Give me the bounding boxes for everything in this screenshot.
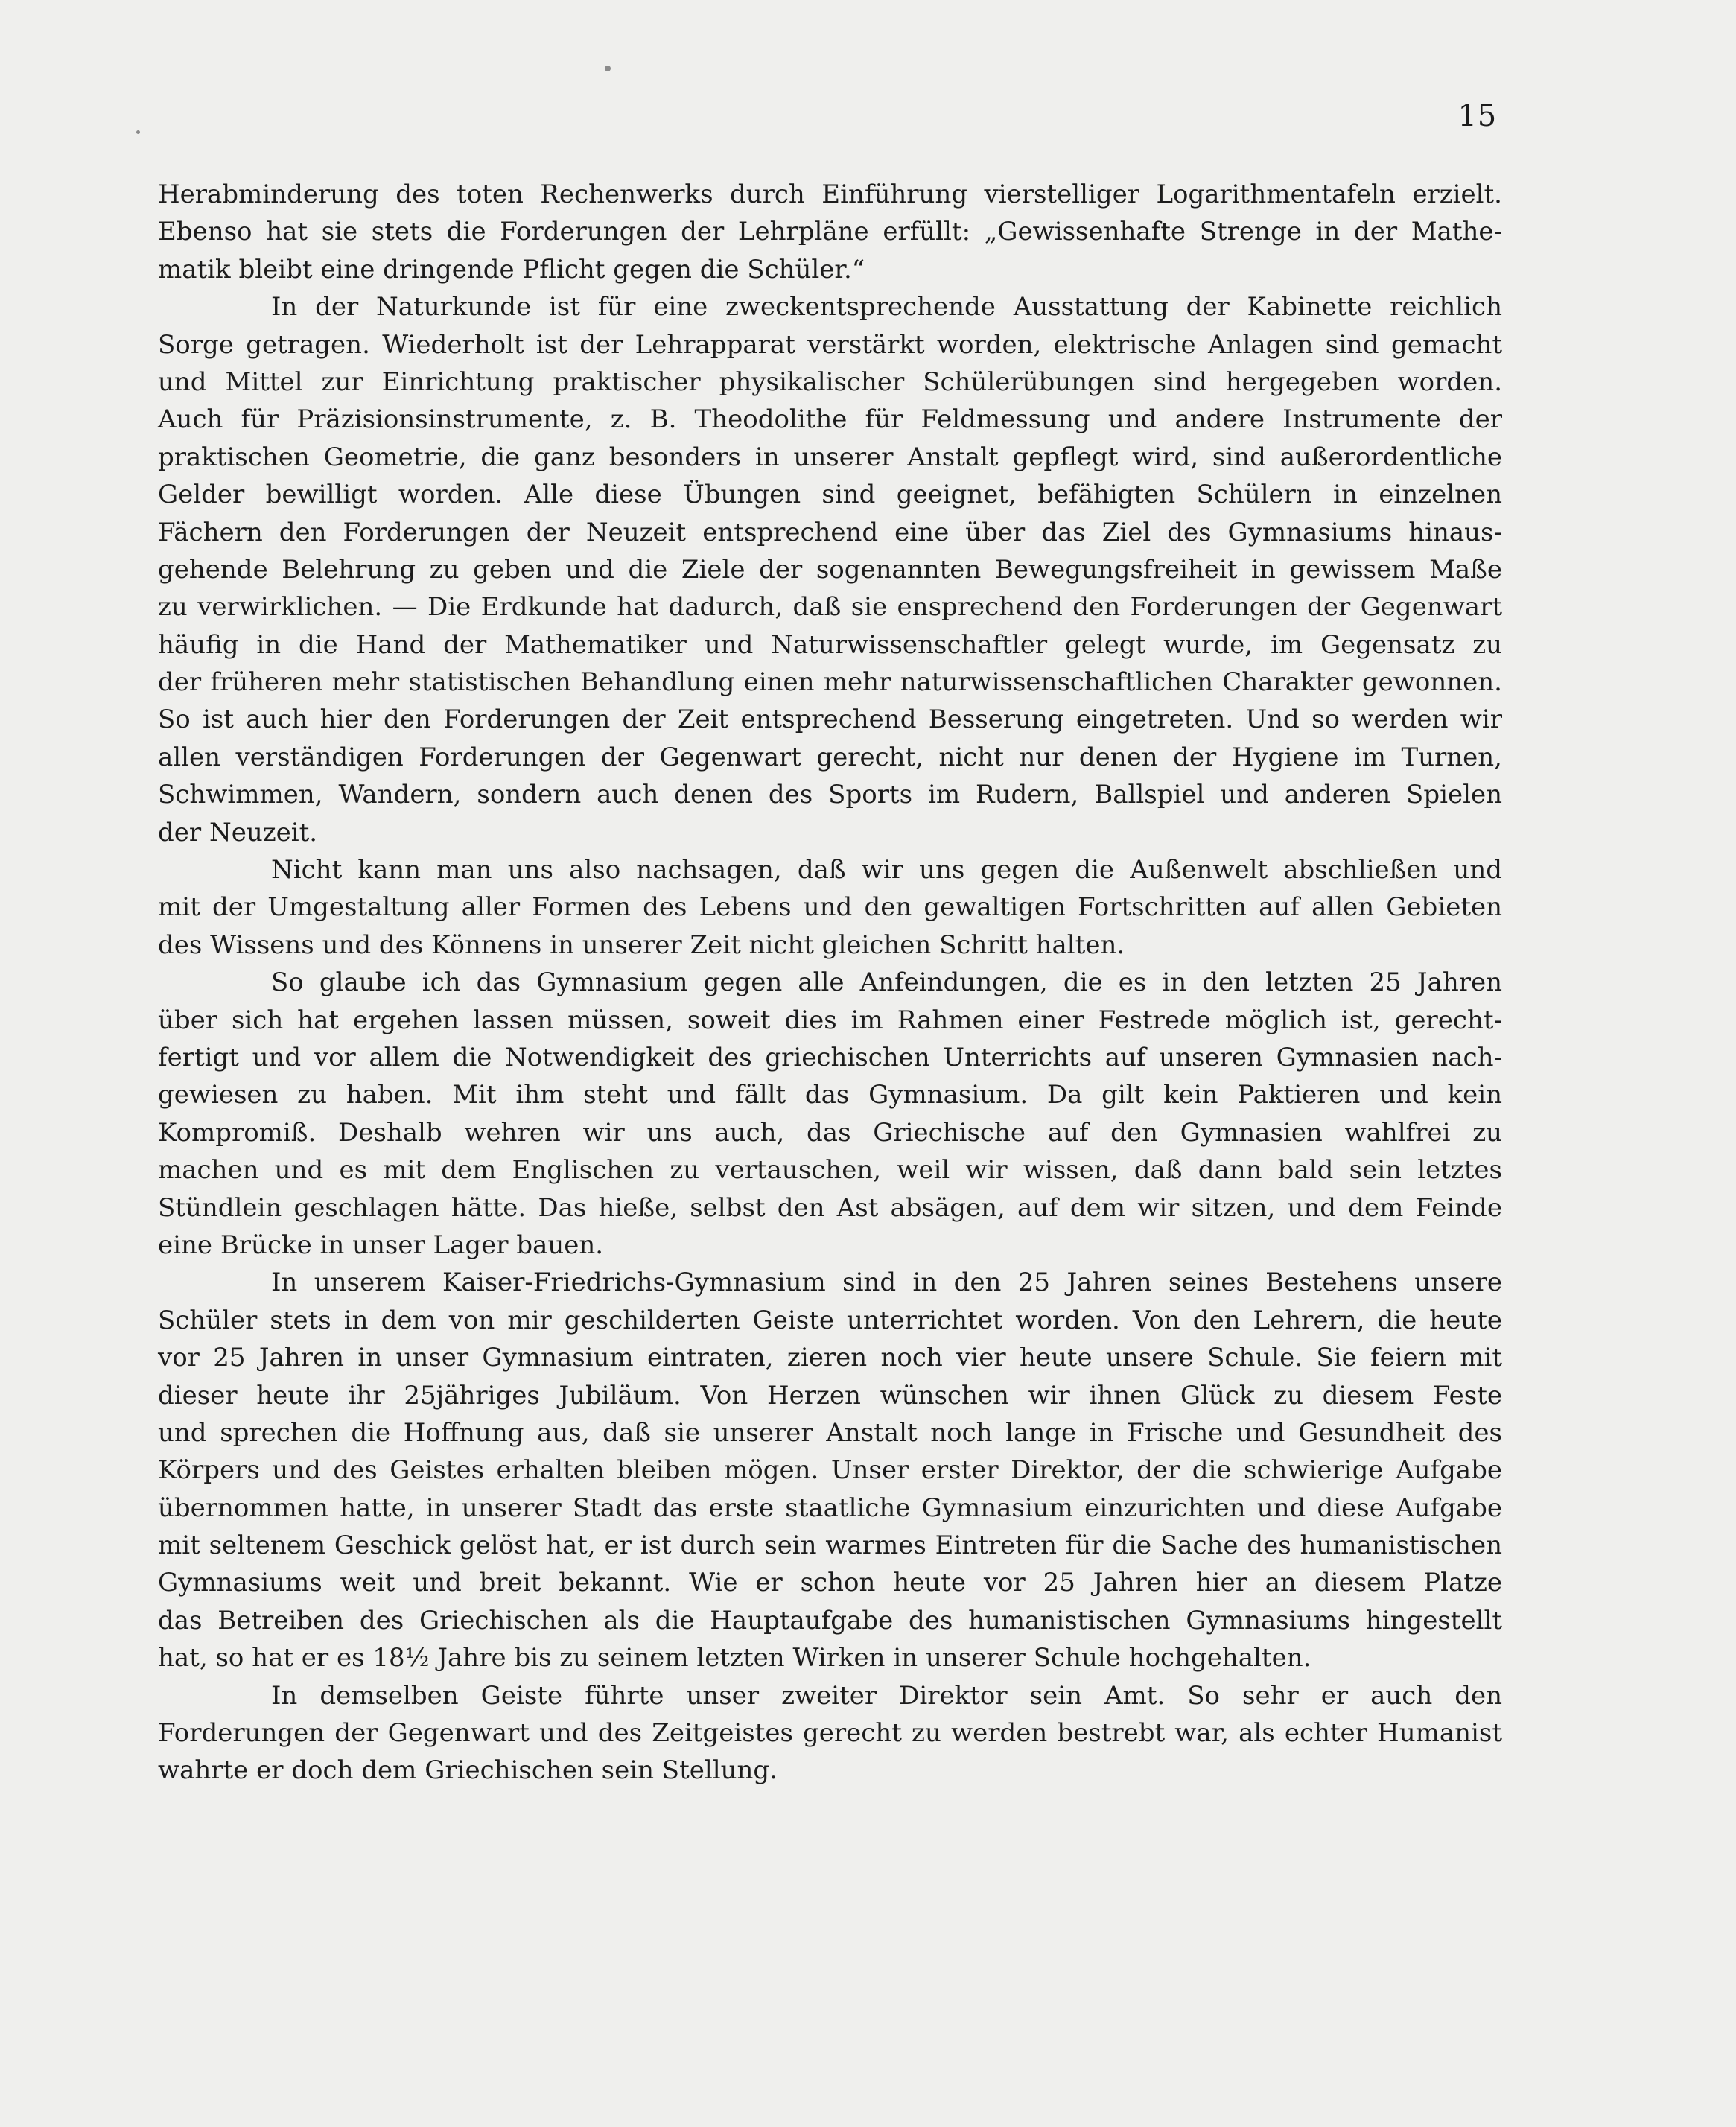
- text-line: machen und es mit dem Englischen zu vertauschen, weil wir wissen, daß dann bald sein letztes: [158, 1155, 1502, 1186]
- text-line: zu verwirklichen. — Die Erdkunde hat dadurch, daß sie ensprechend den Forderungen der Gegenwart: [158, 592, 1502, 623]
- text-line: des Wissens und des Könnens in unserer Zeit nicht gleichen Schritt halten.: [158, 929, 1125, 960]
- text-line: mit seltenem Geschick gelöst hat, er ist durch sein warmes Eintreten für die Sache des humanistischen: [158, 1530, 1502, 1561]
- paragraph: [158, 288, 1502, 851]
- text-line: vor 25 Jahren in unser Gymnasium eintraten, zieren noch vier heute unsere Schule. Sie feiern mit: [158, 1343, 1502, 1373]
- text-line: Schwimmen, Wandern, sondern auch denen des Sports im Rudern, Ballspiel und anderen Spielen: [158, 780, 1502, 810]
- text-line: So glaube ich das Gymnasium gegen alle Anfeindungen, die es in den letzten 25 Jahren: [271, 967, 1502, 998]
- text-line: praktischen Geometrie, die ganz besonders in unserer Anstalt gepflegt wird, sind außerordentliche: [158, 442, 1502, 472]
- text-line: Ebenso hat sie stets die Forderungen der Lehrpläne erfüllt: „Gewissenhafte Strenge in der Mathe-: [158, 217, 1502, 247]
- text-line: So ist auch hier den Forderungen der Zeit entsprechend Besserung eingetreten. Und so werden wir: [158, 705, 1502, 735]
- text-line: Nicht kann man uns also nachsagen, daß wir uns gegen die Außenwelt abschließen und: [271, 855, 1502, 886]
- body-text: [158, 176, 1502, 1790]
- text-line: allen verständigen Forderungen der Gegenwart gerecht, nicht nur denen der Hygiene im Turnen,: [158, 742, 1502, 772]
- text-line: fertigt und vor allem die Notwendigkeit des griechischen Unterrichts auf unseren Gymnasien nach-: [158, 1042, 1502, 1072]
- text-line: Stündlein geschlagen hätte. Das hieße, selbst den Ast absägen, auf dem wir sitzen, und dem Feinde: [158, 1192, 1502, 1223]
- text-line: und sprechen die Hoffnung aus, daß sie unserer Anstalt noch lange in Frische und Gesundheit des: [158, 1417, 1502, 1448]
- text-line: der früheren mehr statistischen Behandlung einen mehr naturwissenschaftlichen Charakter gewonnen.: [158, 667, 1502, 698]
- text-line: Gelder bewilligt worden. Alle diese Übungen sind geeignet, befähigten Schülern in einzelnen: [158, 480, 1502, 510]
- paragraph: [158, 964, 1502, 1264]
- text-line: Schüler stets in dem von mir geschilderten Geiste unterrichtet worden. Von den Lehrern, die heute: [158, 1305, 1502, 1335]
- text-line: In der Naturkunde ist für eine zweckentsprechende Ausstattung der Kabinette reichlich: [271, 292, 1502, 322]
- text-line: matik bleibt eine dringende Pflicht gegen die Schüler.“: [158, 254, 865, 284]
- paragraph: [158, 851, 1502, 964]
- text-line: Auch für Präzisionsinstrumente, z. B. Theodolithe für Feldmessung und andere Instrumente der: [158, 404, 1502, 435]
- page-number: 15: [1457, 99, 1497, 133]
- text-line: gewiesen zu haben. Mit ihm steht und fällt das Gymnasium. Da gilt kein Paktieren und kein: [158, 1080, 1502, 1110]
- text-line: In demselben Geiste führte unser zweiter Direktor sein Amt. So sehr er auch den: [271, 1680, 1502, 1711]
- paragraph: [158, 1264, 1502, 1676]
- text-line: gehende Belehrung zu geben und die Ziele der sogenannten Bewegungsfreiheit in gewissem Maße: [158, 554, 1502, 585]
- text-line: Gymnasiums weit und breit bekannt. Wie er schon heute vor 25 Jahren hier an diesem Platze: [158, 1568, 1502, 1598]
- ink-speck: [136, 130, 140, 134]
- text-line: Herabminderung des toten Rechenwerks durch Einführung vierstelliger Logarithmentafeln erzielt.: [158, 179, 1502, 209]
- paragraph: [158, 176, 1502, 288]
- text-line: Fächern den Forderungen der Neuzeit entsprechend eine über das Ziel des Gymnasiums hinaus-: [158, 517, 1502, 547]
- text-line: häufig in die Hand der Mathematiker und Naturwissenschaftler gelegt wurde, im Gegensatz zu: [158, 629, 1502, 660]
- text-line: In unserem Kaiser-Friedrichs-Gymnasium sind in den 25 Jahren seines Bestehens unsere: [271, 1268, 1502, 1298]
- text-line: übernommen hatte, in unserer Stadt das erste staatliche Gymnasium einzurichten und diese Aufgabe: [158, 1492, 1502, 1523]
- ink-speck: [605, 66, 611, 71]
- paragraph: [158, 1677, 1502, 1790]
- text-line: und Mittel zur Einrichtung praktischer physikalischer Schülerübungen sind hergegeben worden.: [158, 366, 1502, 397]
- text-line: eine Brücke in unser Lager bauen.: [158, 1230, 604, 1260]
- text-line: hat, so hat er es 18½ Jahre bis zu seinem letzten Wirken in unserer Schule hochgehalten.: [158, 1643, 1311, 1673]
- text-line: Körpers und des Geistes erhalten bleiben mögen. Unser erster Direktor, der die schwierige Aufgabe: [158, 1455, 1502, 1486]
- text-line: dieser heute ihr 25jähriges Jubiläum. Von Herzen wünschen wir ihnen Glück zu diesem Feste: [158, 1380, 1502, 1411]
- text-line: Sorge getragen. Wiederholt ist der Lehrapparat verstärkt worden, elektrische Anlagen sind gemacht: [158, 329, 1502, 360]
- text-line: über sich hat ergehen lassen müssen, soweit dies im Rahmen einer Festrede möglich ist, gerecht-: [158, 1005, 1502, 1035]
- text-line: der Neuzeit.: [158, 817, 318, 848]
- text-line: das Betreiben des Griechischen als die Hauptaufgabe des humanistischen Gymnasiums hingestellt: [158, 1605, 1502, 1635]
- text-line: Forderungen der Gegenwart und des Zeitgeistes gerecht zu werden bestrebt war, als echter Humanist: [158, 1718, 1502, 1749]
- text-line: mit der Umgestaltung aller Formen des Lebens und den gewaltigen Fortschritten auf allen Gebieten: [158, 892, 1502, 923]
- text-line: Kompromiß. Deshalb wehren wir uns auch, das Griechische auf den Gymnasien wahlfrei zu: [158, 1117, 1502, 1148]
- text-line: wahrte er doch dem Griechischen sein Stellung.: [158, 1755, 778, 1786]
